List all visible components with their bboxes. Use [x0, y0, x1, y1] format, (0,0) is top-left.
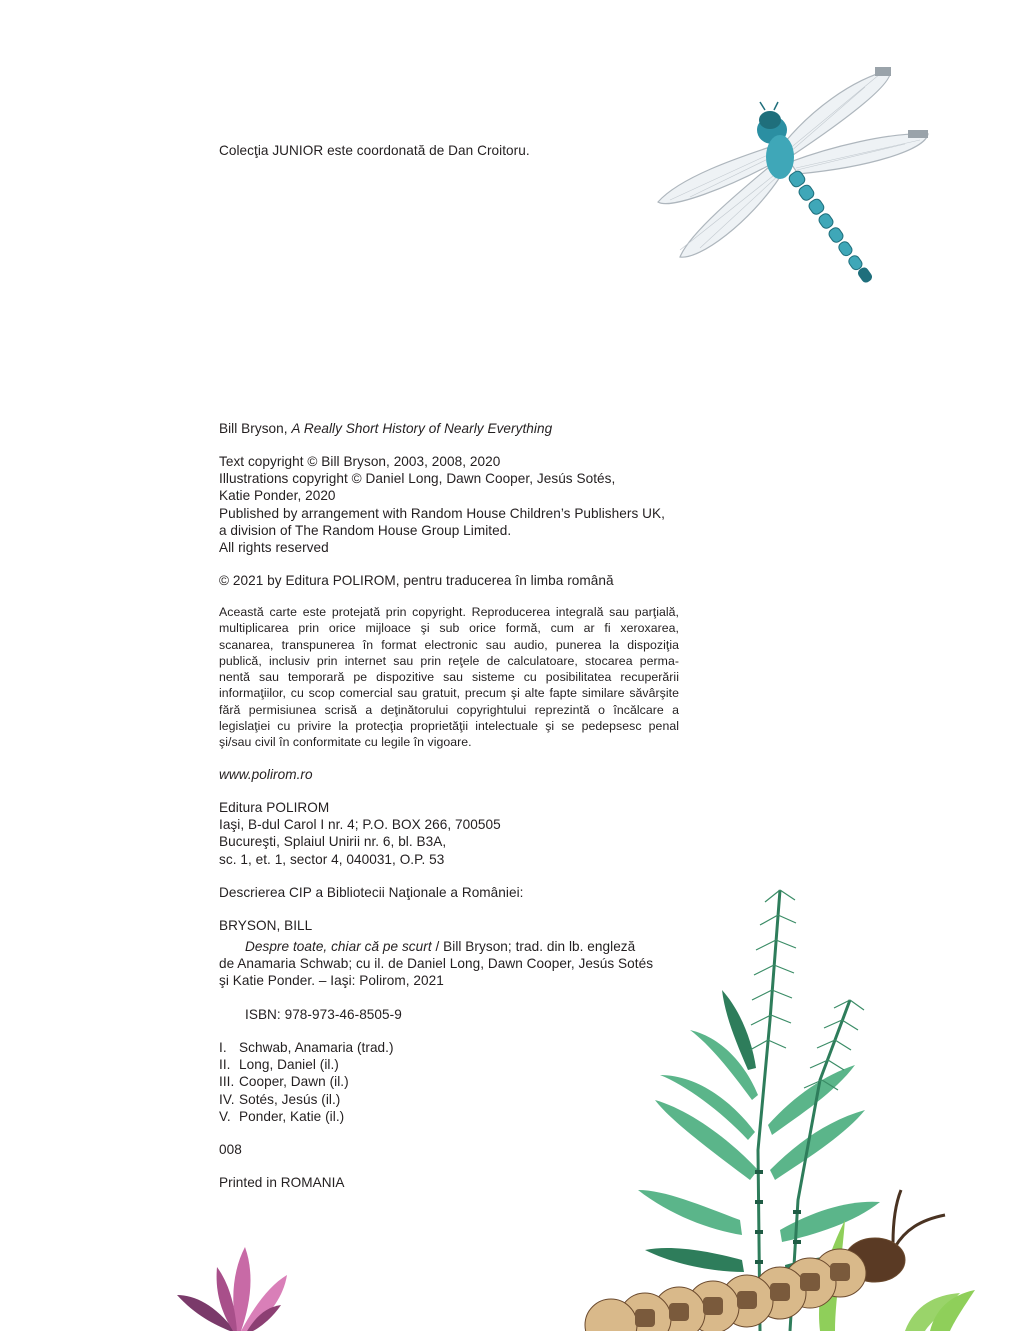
romanian-copyright: © 2021 by Editura POLIROM, pentru traducerea în limba română: [219, 573, 614, 588]
cip-desc-line: şi Katie Ponder. – Iaşi: Polirom, 2021: [219, 973, 444, 989]
copyright-line: a division of The Random House Group Limited.: [219, 522, 512, 538]
book-author: Bill Bryson,: [219, 421, 288, 436]
list-number: V.: [219, 1108, 231, 1124]
website-link[interactable]: www.polirom.ro: [219, 767, 313, 782]
copyright-line: Illustrations copyright © Daniel Long, Dawn Cooper, Jesús Sotés,: [219, 471, 616, 487]
list-number: IV.: [219, 1091, 235, 1107]
publisher-line: Bucureşti, Splaiul Unirii nr. 6, bl. B3A,: [219, 834, 447, 850]
publisher-line: Iaşi, B-dul Carol I nr. 4; P.O. BOX 266, 700505: [219, 817, 501, 833]
copyright-block: [219, 453, 665, 556]
isbn: ISBN: 978-973-46-8505-9: [245, 1007, 402, 1022]
legal-line: informaţiilor, cu scop comercial sau gratuit, precum şi alte fapte similare săvârşite: [219, 686, 679, 701]
contributor-name: Cooper, Dawn (il.): [239, 1074, 349, 1090]
list-item: [219, 1108, 394, 1125]
cip-heading: Descrierea CIP a Bibliotecii Naţionale a României:: [219, 885, 524, 900]
list-item: [219, 1039, 394, 1056]
copyright-line: Text copyright © Bill Bryson, 2003, 2008, 2020: [219, 454, 501, 469]
legal-notice: [219, 604, 679, 751]
publisher-address: [219, 799, 501, 868]
cip-desc-line: de Anamaria Schwab; cu il. de Daniel Long, Dawn Cooper, Jesús Sotés: [219, 956, 654, 972]
contributor-name: Schwab, Anamaria (trad.): [239, 1040, 394, 1055]
cip-title-line: [219, 938, 653, 955]
original-title: A Really Short History of Nearly Everything: [291, 421, 553, 436]
legal-line: publică, inclusiv prin internet sau prin reţele de calculatoare, stocarea perma-: [219, 653, 679, 668]
cip-title-rest: / Bill Bryson; trad. din lb. engleză: [431, 939, 636, 954]
list-item: [219, 1091, 394, 1108]
cip-description: [219, 938, 653, 990]
dragonfly-illustration: [650, 62, 940, 292]
list-item: [219, 1056, 394, 1073]
flower-illustration: [175, 1245, 295, 1331]
contributor-name: Sotés, Jesús (il.): [239, 1091, 341, 1107]
publisher-line: sc. 1, et. 1, sector 4, 040031, O.P. 53: [219, 851, 445, 867]
cip-author-heading: BRYSON, BILL: [219, 918, 313, 933]
legal-line: Această carte este protejată prin copyright. Reproducerea integrală sau parţială,: [219, 605, 679, 619]
series-note: Colecţia JUNIOR este coordonată de Dan Croitoru.: [219, 143, 530, 158]
contributor-name: Ponder, Katie (il.): [239, 1108, 345, 1124]
list-number: III.: [219, 1074, 235, 1090]
legal-line: legislaţiei cu privire la protecţia proprietăţii intelectuale şi se pedepsesc penal: [219, 719, 679, 734]
list-item: [219, 1073, 394, 1090]
legal-line: şi/sau civil în conformitate cu legile în vigoare.: [219, 735, 472, 750]
cip-title: Despre toate, chiar că pe scurt: [245, 939, 432, 954]
contributor-name: Long, Daniel (il.): [239, 1057, 339, 1073]
publisher-line: Editura POLIROM: [219, 800, 330, 815]
copyright-line: Katie Ponder, 2020: [219, 488, 336, 504]
legal-line: multiplicarea prin orice mijloace şi sub orice formă, cum ar fi xeroxarea,: [219, 621, 679, 636]
printed-in: Printed in ROMANIA: [219, 1175, 345, 1190]
classification-code: 008: [219, 1142, 242, 1157]
legal-line: nentă sau temporară pe dispozitive sau sisteme cu posibilitatea recuperării: [219, 670, 679, 685]
legal-line: scanarea, transpunerea în format electronic sau audio, punerea la dispoziţia: [219, 637, 679, 652]
contributors-list: [219, 1039, 394, 1125]
legal-line: fără permisiunea scrisă a deţinătorului copyrightului reprezintă o încălcare a: [219, 702, 679, 717]
copyright-line: Published by arrangement with Random House Children’s Publishers UK,: [219, 505, 665, 521]
copyright-line: All rights reserved: [219, 540, 329, 556]
title-line: [219, 420, 552, 437]
list-number: I.: [219, 1040, 227, 1055]
list-number: II.: [219, 1057, 231, 1073]
millipede-illustration: [575, 1185, 975, 1331]
